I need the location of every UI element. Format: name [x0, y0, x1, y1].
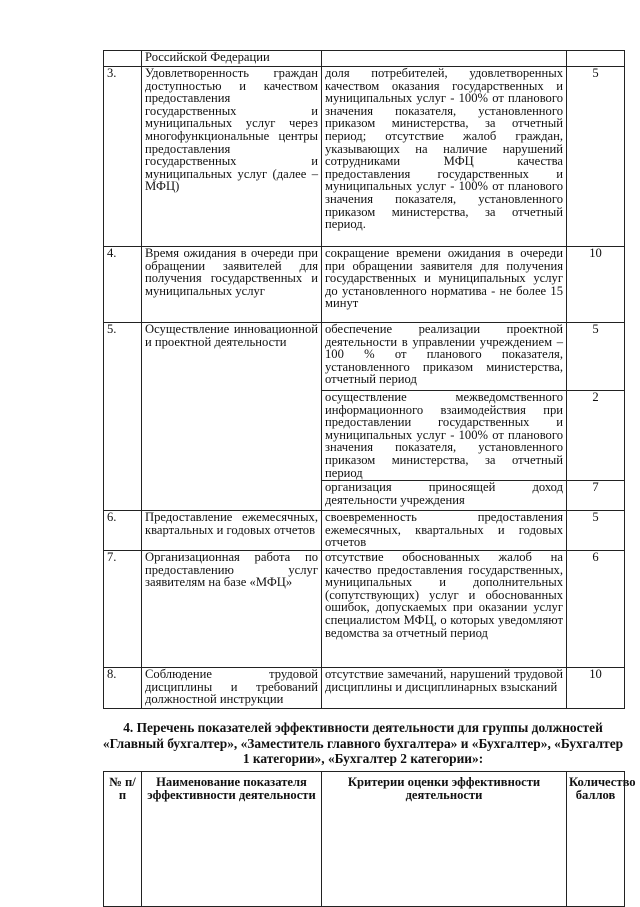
- row-number: 5.: [104, 323, 142, 511]
- points-value: 5: [567, 511, 625, 551]
- table-row: [104, 67, 625, 247]
- criteria-text: осуществление межведомственного информационного взаимодействия при предоставлении государственных и муниципальных услуг - 100% от планового значения показателя, установленного приказом министерства, за отчетный период: [322, 391, 567, 481]
- table-row: [104, 51, 625, 67]
- criteria-text: сокращение времени ожидания в очереди при обращении заявителя для получения государственных и муниципальных услуг до установленного норматива - не более 15 минут: [322, 247, 567, 323]
- accountant-indicators-table: [103, 771, 636, 907]
- indicator-name: Организационная работа по предоставлению услуг заявителям на базе «МФЦ»: [142, 551, 322, 668]
- header-criteria: Критерии оценки эффективности деятельности: [322, 772, 567, 907]
- points-value: 10: [567, 668, 625, 709]
- row-number: 6.: [104, 511, 142, 551]
- indicator-name: Предоставление ежемесячных, квартальных и годовых отчетов: [142, 511, 322, 551]
- criteria-text: организация приносящей доход деятельности учреждения: [322, 481, 567, 511]
- indicator-name: Время ожидания в очереди при обращении заявителей для получения государственных и муниципальных услуг: [142, 247, 322, 323]
- section-heading: 4. Перечень показателей эффективности деятельности для группы должностей «Главный бухгалтер», «Заместитель главного бухгалтера» и «Бухгалтер», «Бухгалтер 1 категории», «Бухгалтер 2 категории»:: [102, 720, 624, 766]
- table-row: [104, 668, 625, 709]
- row-number: 4.: [104, 247, 142, 323]
- table-row: [104, 551, 625, 668]
- points-value: 2: [567, 391, 625, 481]
- header-number: № п/п: [104, 772, 142, 907]
- row-number: 7.: [104, 551, 142, 668]
- points-value: 7: [567, 481, 625, 511]
- table-header-row: [104, 772, 625, 907]
- row-number: [104, 51, 142, 67]
- indicator-name: Российской Федерации: [142, 51, 322, 67]
- row-number: 8.: [104, 668, 142, 709]
- row-number: 3.: [104, 67, 142, 247]
- table-row: [104, 511, 625, 551]
- criteria-text: своевременность предоставления ежемесячных, квартальных и годовых отчетов: [322, 511, 567, 551]
- points-value: 6: [567, 551, 625, 668]
- criteria-text: отсутствие замечаний, нарушений трудовой дисциплины и дисциплинарных взысканий: [322, 668, 567, 709]
- table-row: [104, 323, 625, 391]
- points-value: 5: [567, 67, 625, 247]
- indicator-name: Осуществление инновационной и проектной деятельности: [142, 323, 322, 511]
- points-value: 5: [567, 323, 625, 391]
- points-value: 10: [567, 247, 625, 323]
- indicator-name: Соблюдение трудовой дисциплины и требований должностной инструкции: [142, 668, 322, 709]
- criteria-text: обеспечение реализации проектной деятельности в управлении учреждением – 100 % от планового показателя, установленного приказом министерства, отчетный период: [322, 323, 567, 391]
- indicator-name: Удовлетворенность граждан доступностью и качеством предоставления государственных и муниципальных услуг через многофункциональные центры предоставления государственных и муниципальных услуг (далее – МФЦ): [142, 67, 322, 247]
- criteria-text: отсутствие обоснованных жалоб на качество предоставления государственных, муниципальных и дополнительных (сопутствующих) услуг и обоснованных ошибок, допускаемых при оказании услуг специалистом МФЦ, о которых уведомляют ведомства за отчетный период: [322, 551, 567, 668]
- header-indicator-name: Наименование показателя эффективности деятельности: [142, 772, 322, 907]
- indicators-table: [103, 50, 625, 709]
- table-row: [104, 247, 625, 323]
- criteria-text: доля потребителей, удовлетворенных качеством оказания государственных и муниципальных услуг - 100% от планового значения показателя, установленного приказом министерства, за отчетный период; отсутствие жалоб граждан, указывающих на наличие нарушений сотрудниками МФЦ качества предоставления государственных и муниципальных услуг - 100% от планового значения показателя, установленного приказом министерства, за отчетный период.: [322, 67, 567, 247]
- header-points: Количество баллов: [567, 772, 625, 907]
